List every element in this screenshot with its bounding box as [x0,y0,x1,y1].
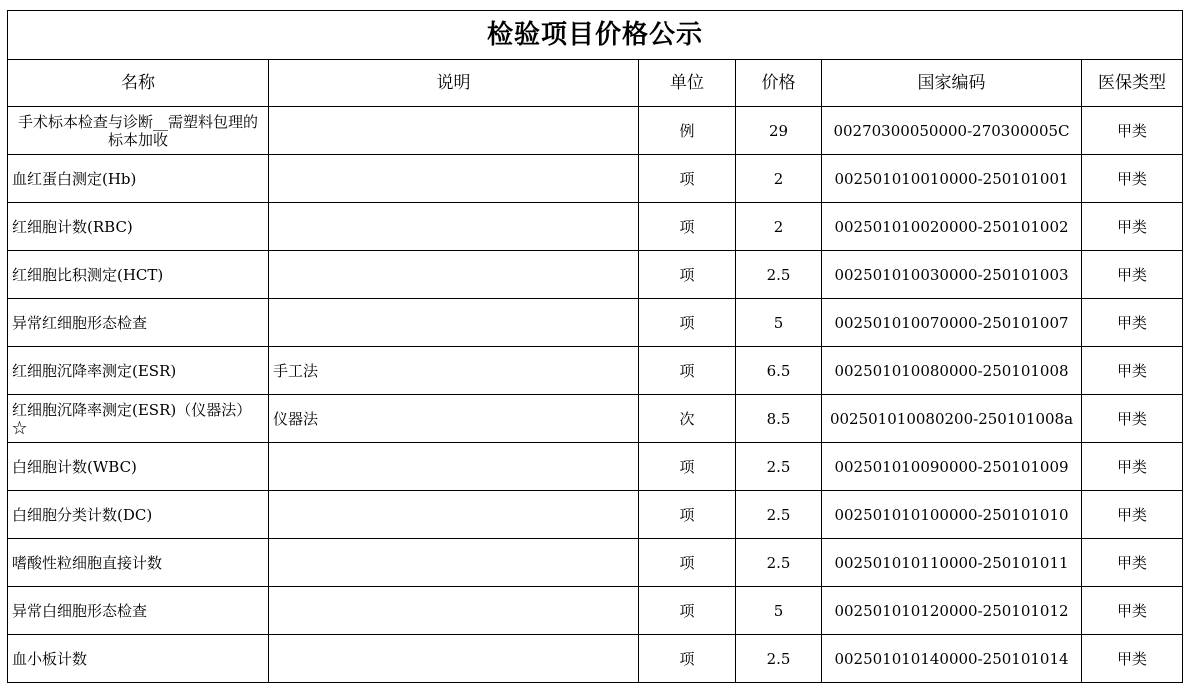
cell-unit: 项 [639,587,736,635]
header-desc: 说明 [269,60,639,107]
table-row [8,587,1183,635]
cell-name: 红细胞沉降率测定(ESR) [8,347,269,395]
cell-price: 2.5 [736,635,822,683]
cell-desc [269,251,639,299]
cell-desc [269,299,639,347]
cell-name: 血红蛋白测定(Hb) [8,155,269,203]
cell-name: 手术标本检查与诊断__需塑料包理的标本加收 [8,107,269,155]
cell-code: 002501010020000-250101002 [822,203,1082,251]
price-table [7,10,1183,683]
cell-desc [269,539,639,587]
cell-unit: 项 [639,203,736,251]
cell-code: 002501010090000-250101009 [822,443,1082,491]
cell-name: 异常白细胞形态检查 [8,587,269,635]
cell-type: 甲类 [1082,251,1183,299]
table-row [8,635,1183,683]
cell-name: 异常红细胞形态检查 [8,299,269,347]
cell-type: 甲类 [1082,539,1183,587]
cell-unit: 项 [639,299,736,347]
cell-type: 甲类 [1082,107,1183,155]
cell-desc: 手工法 [269,347,639,395]
cell-name: 血小板计数 [8,635,269,683]
header-price: 价格 [736,60,822,107]
table-row [8,203,1183,251]
cell-price: 2.5 [736,251,822,299]
cell-code: 002501010120000-250101012 [822,587,1082,635]
cell-type: 甲类 [1082,491,1183,539]
cell-price: 5 [736,299,822,347]
cell-price: 6.5 [736,347,822,395]
cell-unit: 项 [639,491,736,539]
table-row [8,491,1183,539]
cell-desc [269,587,639,635]
table-title: 检验项目价格公示 [8,11,1183,60]
cell-price: 2 [736,155,822,203]
table-row [8,347,1183,395]
table-row [8,107,1183,155]
cell-price: 2 [736,203,822,251]
cell-desc: 仪器法 [269,395,639,443]
table-row [8,251,1183,299]
cell-type: 甲类 [1082,635,1183,683]
cell-unit: 项 [639,155,736,203]
cell-unit: 项 [639,635,736,683]
cell-code: 00270300050000-270300005C [822,107,1082,155]
cell-price: 2.5 [736,491,822,539]
cell-type: 甲类 [1082,443,1183,491]
cell-desc [269,491,639,539]
cell-unit: 次 [639,395,736,443]
cell-type: 甲类 [1082,299,1183,347]
cell-code: 002501010140000-250101014 [822,635,1082,683]
table-row [8,443,1183,491]
cell-desc [269,155,639,203]
cell-code: 002501010080200-250101008a [822,395,1082,443]
header-unit: 单位 [639,60,736,107]
cell-price: 2.5 [736,443,822,491]
cell-type: 甲类 [1082,203,1183,251]
cell-name: 白细胞分类计数(DC) [8,491,269,539]
cell-code: 002501010100000-250101010 [822,491,1082,539]
cell-code: 002501010080000-250101008 [822,347,1082,395]
cell-code: 002501010110000-250101011 [822,539,1082,587]
header-code: 国家编码 [822,60,1082,107]
table-row [8,395,1183,443]
header-name: 名称 [8,60,269,107]
cell-desc [269,635,639,683]
cell-code: 002501010030000-250101003 [822,251,1082,299]
cell-price: 29 [736,107,822,155]
table-row [8,539,1183,587]
cell-desc [269,203,639,251]
cell-unit: 项 [639,443,736,491]
cell-name: 红细胞沉降率测定(ESR)（仪器法）☆ [8,395,269,443]
header-row [8,60,1183,107]
cell-price: 5 [736,587,822,635]
cell-name: 嗜酸性粒细胞直接计数 [8,539,269,587]
cell-desc [269,107,639,155]
cell-unit: 项 [639,539,736,587]
cell-name: 白细胞计数(WBC) [8,443,269,491]
cell-type: 甲类 [1082,347,1183,395]
cell-unit: 项 [639,251,736,299]
cell-type: 甲类 [1082,587,1183,635]
cell-unit: 例 [639,107,736,155]
cell-code: 002501010010000-250101001 [822,155,1082,203]
header-type: 医保类型 [1082,60,1183,107]
cell-unit: 项 [639,347,736,395]
cell-code: 002501010070000-250101007 [822,299,1082,347]
cell-name: 红细胞计数(RBC) [8,203,269,251]
cell-price: 8.5 [736,395,822,443]
table-row [8,299,1183,347]
cell-desc [269,443,639,491]
cell-type: 甲类 [1082,395,1183,443]
cell-name: 红细胞比积测定(HCT) [8,251,269,299]
cell-price: 2.5 [736,539,822,587]
cell-type: 甲类 [1082,155,1183,203]
table-row [8,155,1183,203]
